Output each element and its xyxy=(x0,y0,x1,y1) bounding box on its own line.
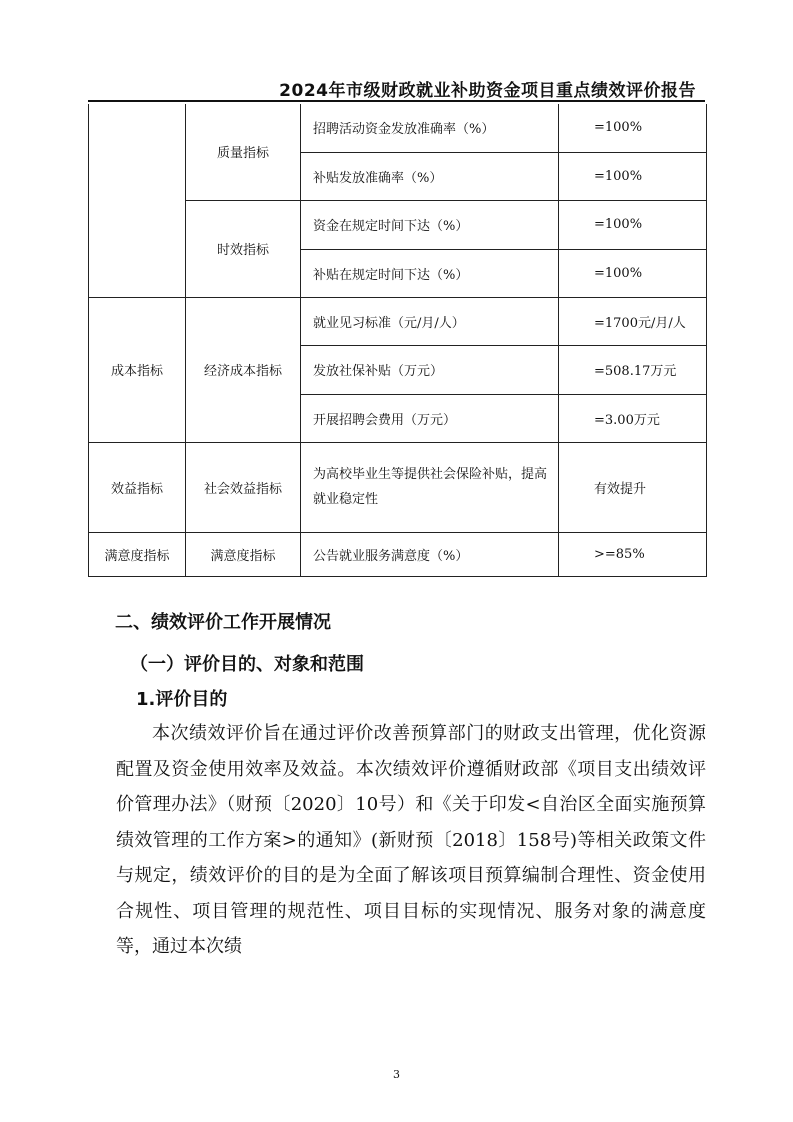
table-row xyxy=(89,442,707,532)
indicator-table xyxy=(88,104,707,577)
table-row xyxy=(89,104,707,152)
indicator-value-cell: >=85% xyxy=(559,532,707,576)
indicator-name-cell: 开展招聘会费用（万元） xyxy=(301,394,559,442)
indicator-name-cell: 补贴发放准确率（%） xyxy=(301,152,559,200)
indicator-value-cell: =100% xyxy=(559,200,707,249)
indicator-name-cell: 就业见习标准（元/月/人） xyxy=(301,297,559,345)
table-row xyxy=(89,532,707,576)
level1-cell: 满意度指标 xyxy=(89,532,186,576)
header-rule xyxy=(88,100,705,102)
level1-cell xyxy=(89,104,186,297)
indicator-value-cell: =1700元/月/人 xyxy=(559,297,707,345)
indicator-value-cell: =100% xyxy=(559,249,707,297)
indicator-value-cell: =508.17万元 xyxy=(559,345,707,394)
indicator-value-cell: =100% xyxy=(559,152,707,200)
subsection-heading: （一）评价目的、对象和范围 xyxy=(130,654,364,675)
level1-cell: 效益指标 xyxy=(89,442,186,532)
indicator-name-cell: 资金在规定时间下达（%） xyxy=(301,200,559,249)
indicator-name-cell: 补贴在规定时间下达（%） xyxy=(301,249,559,297)
indicator-value-cell: =100% xyxy=(559,104,707,152)
indicator-value-cell: =3.00万元 xyxy=(559,394,707,442)
level2-cell: 满意度指标 xyxy=(186,532,301,576)
level2-cell: 社会效益指标 xyxy=(186,442,301,532)
level2-cell: 经济成本指标 xyxy=(186,297,301,442)
sub-subsection-heading: 1.评价目的 xyxy=(136,689,228,710)
level1-cell: 成本指标 xyxy=(89,297,186,442)
level2-cell: 质量指标 xyxy=(186,104,301,200)
section-heading: 二、绩效评价工作开展情况 xyxy=(115,612,331,633)
page-number: 3 xyxy=(393,1068,400,1081)
body-paragraph: 本次绩效评价旨在通过评价改善预算部门的财政支出管理，优化资源配置及资金使用效率及效益。本次绩效评价遵循财政部《项目支出绩效评价管理办法》（财预〔2020〕10号）和《关于印发<自治区全面实施预算绩效管理的工作方案>的通知》(新财预〔2018〕158号)等相关政策文件与规定，绩效评价的目的是为全面了解该项目预算编制合理性、资金使用合规性、项目管理的规范性、项目目标的实现情况、服务对象的满意度等，通过本次绩 xyxy=(116,723,706,957)
report-header-title: 2024年市级财政就业补助资金项目重点绩效评价报告 xyxy=(279,81,696,101)
table-row xyxy=(89,297,707,345)
indicator-name-cell: 发放社保补贴（万元） xyxy=(301,345,559,394)
level2-cell: 时效指标 xyxy=(186,200,301,297)
indicator-name-cell: 为高校毕业生等提供社会保险补贴，提高就业稳定性 xyxy=(301,442,559,532)
indicator-name-cell: 公告就业服务满意度（%） xyxy=(301,532,559,576)
indicator-value-cell: 有效提升 xyxy=(559,442,707,532)
indicator-name-cell: 招聘活动资金发放准确率（%） xyxy=(301,104,559,152)
